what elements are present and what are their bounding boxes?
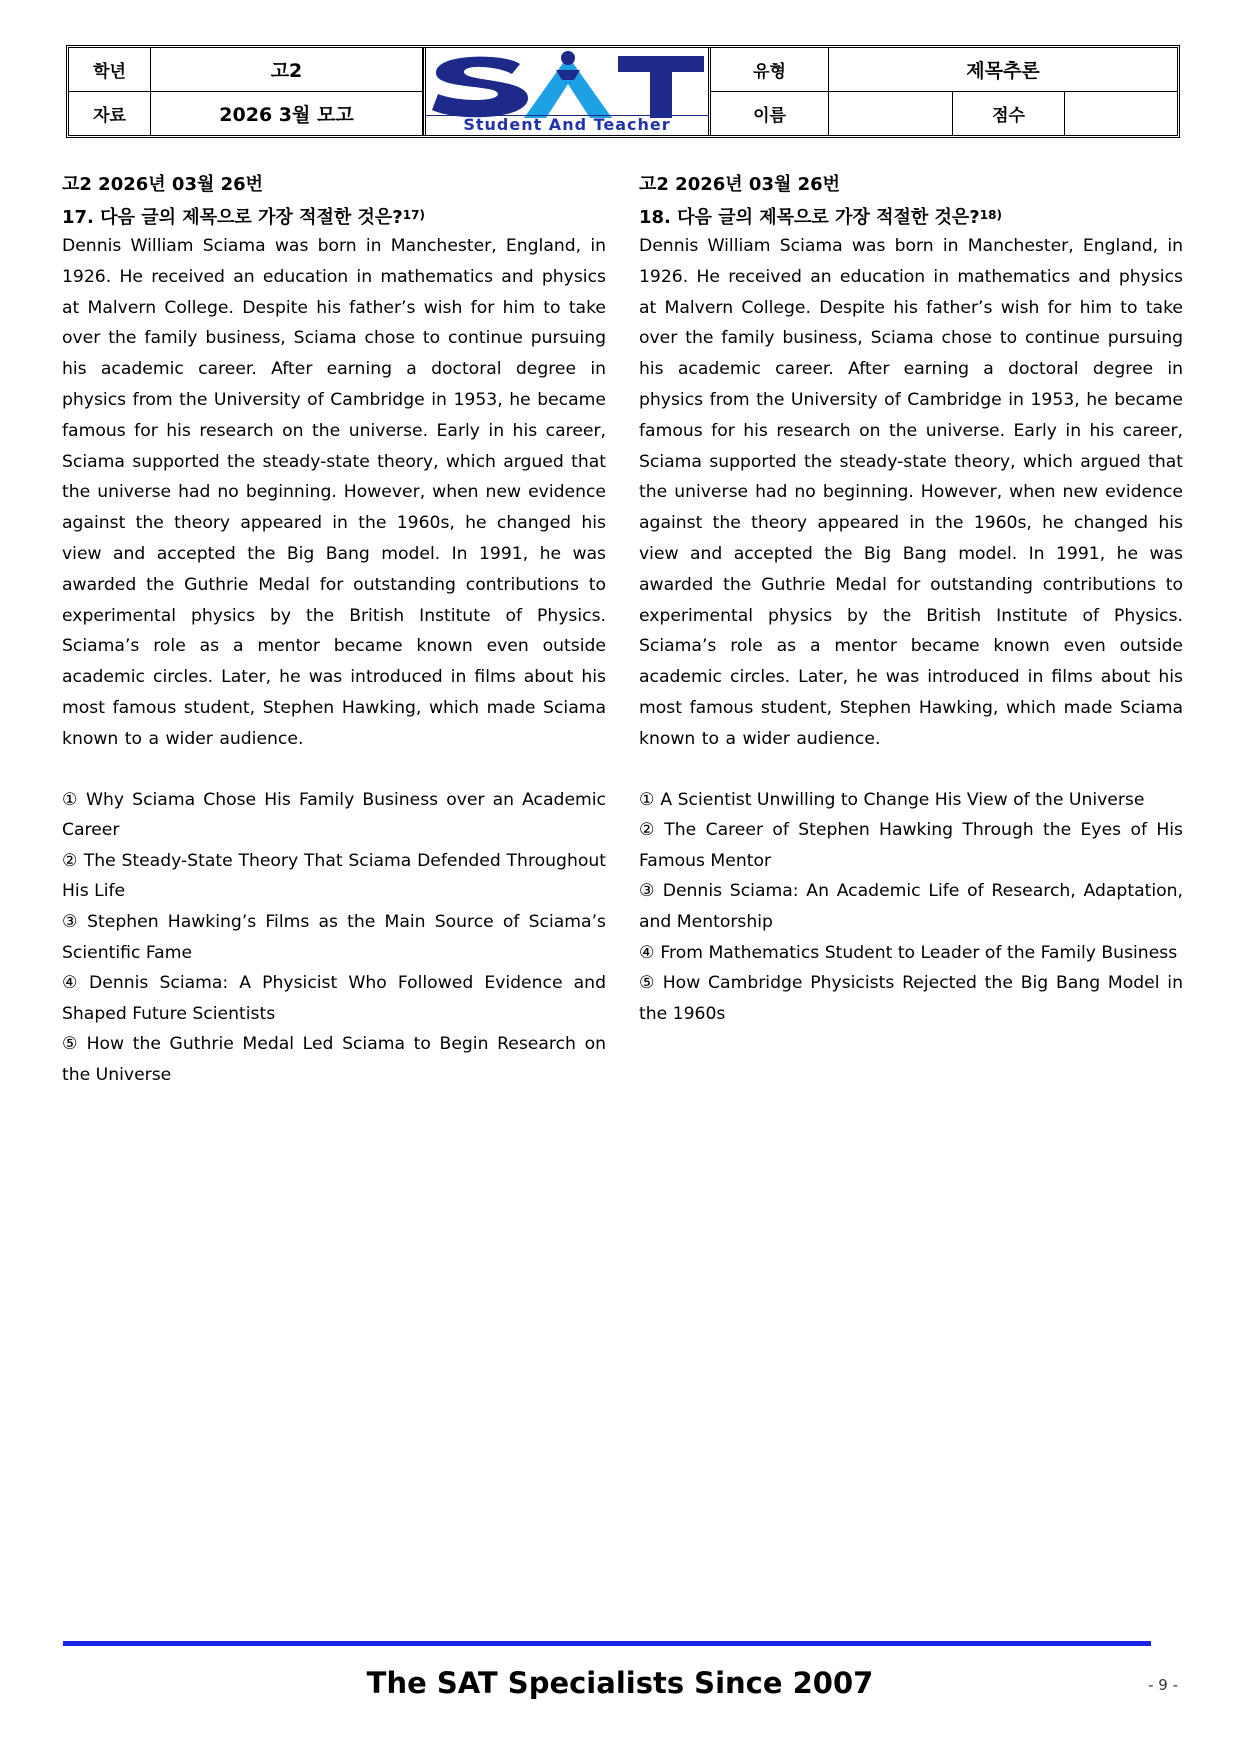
- footer-rule: [63, 1641, 1151, 1646]
- choice-text: From Mathematics Student to Leader of the Family Business: [660, 942, 1178, 963]
- grade-label: 학년: [69, 48, 151, 92]
- passage: Dennis William Sciama was born in Manchester, England, in 1926. He received an education in mathematics and physics at Malvern College. Despite his father’s wish for him to take over the family business, Sciama chose to continue pursuing his academic career. After earning a doctoral degree in physics from the University of Cambridge in 1953, he became famous for his research on the universe. Early in his career, Sciama supported the steady-state theory, which argued that the universe had no beginning. However, when new evidence against the theory appeared in the 1960s, he changed his view and accepted the Big Bang model. In 1991, he was awarded the Guthrie Medal for outstanding contributions to experimental physics by the British Institute of Physics. Sciama’s role as a mentor became known even outside academic circles. Later, he was introduced in films about his most famous student, Stephen Hawking, which made Sciama known to a wider audience.: [62, 236, 606, 749]
- type-value: 제목추론: [829, 48, 1177, 92]
- answer-choices: [639, 785, 1183, 1030]
- choice-2[interactable]: [62, 846, 606, 907]
- choice-3[interactable]: [62, 907, 606, 968]
- name-field[interactable]: [829, 92, 953, 136]
- choice-5[interactable]: [62, 1029, 606, 1090]
- footnote-marker: 17): [402, 208, 425, 222]
- question-source: 고2 2026년 03월 26번: [62, 174, 264, 195]
- choice-4[interactable]: [639, 938, 1183, 969]
- question-17: [62, 170, 606, 1106]
- choice-text: Dennis Sciama: An Academic Life of Research, Adaptation, and Mentorship: [639, 881, 1183, 932]
- name-label: 이름: [711, 92, 829, 136]
- footer-title: The SAT Specialists Since 2007: [366, 1666, 874, 1700]
- page-number: - 9 -: [1148, 1676, 1178, 1694]
- choice-2[interactable]: [639, 815, 1183, 876]
- choice-number: ④: [639, 942, 655, 963]
- choice-1[interactable]: [639, 785, 1183, 816]
- logo-letter-t: [618, 56, 704, 118]
- logo-tagline: Student And Teacher: [426, 115, 708, 134]
- choice-number: ②: [62, 850, 78, 871]
- choice-number: ②: [639, 820, 659, 841]
- choice-text: Dennis Sciama: A Physicist Who Followed Evidence and Shaped Future Scientists: [62, 973, 606, 1024]
- choice-number: ③: [62, 911, 82, 932]
- footnote-marker: 18): [979, 208, 1002, 222]
- passage: Dennis William Sciama was born in Manchester, England, in 1926. He received an education in mathematics and physics at Malvern College. Despite his father’s wish for him to take over the family business, Sciama chose to continue pursuing his academic career. After earning a doctoral degree in physics from the University of Cambridge in 1953, he became famous for his research on the universe. Early in his career, Sciama supported the steady-state theory, which argued that the universe had no beginning. However, when new evidence against the theory appeared in the 1960s, he changed his view and accepted the Big Bang model. In 1991, he was awarded the Guthrie Medal for outstanding contributions to experimental physics by the British Institute of Physics. Sciama’s role as a mentor became known even outside academic circles. Later, he was introduced in films about his most famous student, Stephen Hawking, which made Sciama known to a wider audience.: [639, 236, 1183, 749]
- choice-number: ⑤: [639, 973, 657, 994]
- source-value: 2026 3월 모고: [151, 92, 423, 136]
- choice-number: ①: [639, 789, 655, 810]
- choice-text: Stephen Hawking’s Films as the Main Source of Sciama’s Scientific Fame: [62, 911, 606, 963]
- choice-number: ④: [62, 973, 84, 994]
- sat-logo: [423, 48, 711, 135]
- choice-text: A Scientist Unwilling to Change His View of the Universe: [660, 789, 1145, 810]
- source-label: 자료: [69, 92, 151, 136]
- logo-head: [561, 51, 575, 65]
- score-label: 점수: [953, 92, 1065, 136]
- logo-letter-s: [432, 57, 528, 118]
- choice-text: Why Sciama Chose His Family Business over an Academic Career: [62, 789, 606, 841]
- grade-value: 고2: [151, 48, 423, 92]
- choice-text: How the Guthrie Medal Led Sciama to Begin Research on the Universe: [62, 1034, 606, 1085]
- choice-text: How Cambridge Physicists Rejected the Big Bang Model in the 1960s: [639, 973, 1183, 1024]
- question-source: 고2 2026년 03월 26번: [639, 174, 841, 195]
- header-table: [66, 45, 1180, 138]
- answer-choices: [62, 785, 606, 1091]
- score-field[interactable]: [1065, 92, 1177, 136]
- prompt-text: 17. 다음 글의 제목으로 가장 적절한 것은?: [62, 207, 403, 228]
- sat-logo-letters: [428, 50, 708, 120]
- question-18: [639, 170, 1183, 1045]
- question-prompt: [639, 200, 1183, 230]
- choice-number: ⑤: [62, 1034, 81, 1055]
- choice-number: ③: [639, 881, 657, 902]
- question-prompt: [62, 200, 606, 230]
- choice-1[interactable]: [62, 785, 606, 846]
- choice-text: The Steady-State Theory That Sciama Defended Throughout His Life: [62, 850, 606, 902]
- choice-4[interactable]: [62, 968, 606, 1029]
- prompt-text: 18. 다음 글의 제목으로 가장 적절한 것은?: [639, 207, 980, 228]
- choice-text: The Career of Stephen Hawking Through the Eyes of His Famous Mentor: [639, 820, 1183, 871]
- type-label: 유형: [711, 48, 829, 92]
- logo-letter-a: [524, 56, 612, 118]
- choice-5[interactable]: [639, 968, 1183, 1029]
- choice-3[interactable]: [639, 876, 1183, 937]
- choice-number: ①: [62, 789, 81, 810]
